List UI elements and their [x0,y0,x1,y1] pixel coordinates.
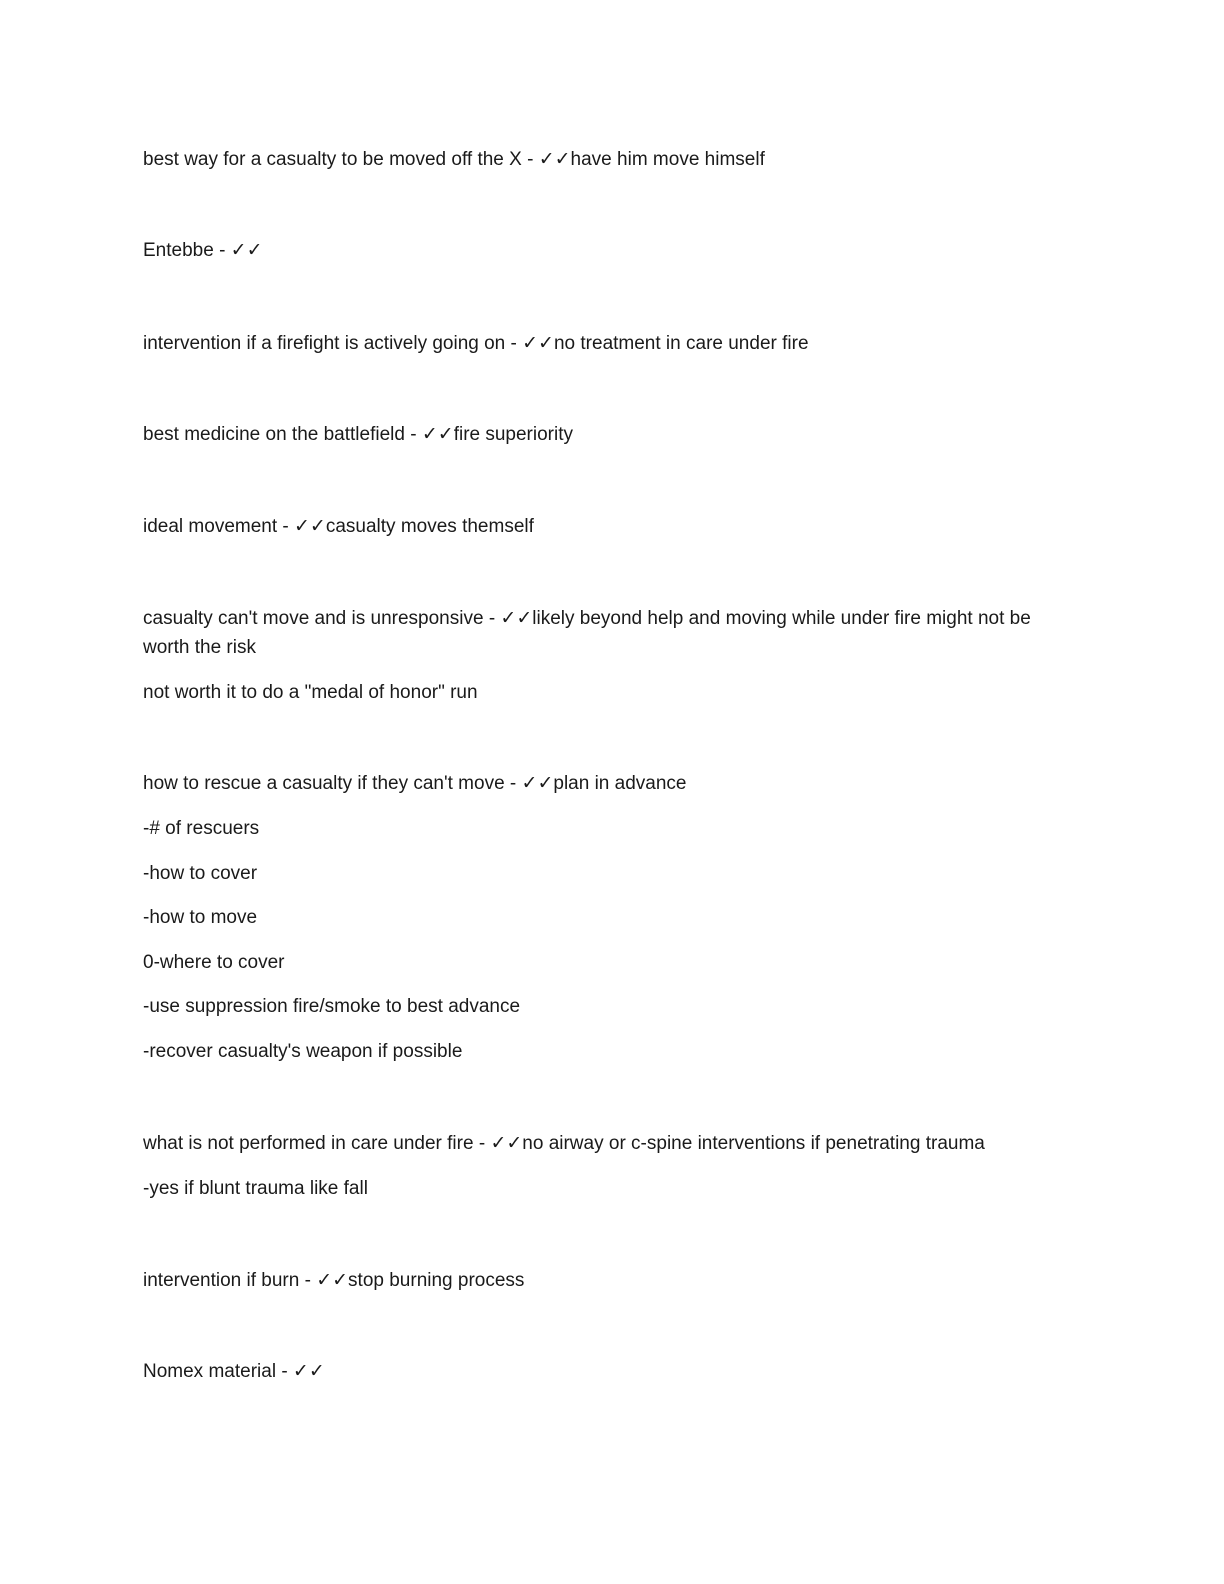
flashcard-line [143,1129,1073,1158]
check-icon: ✓✓ [522,332,554,354]
check-icon: ✓✓ [421,423,454,445]
card-extra-line: not worth it to do a "medal of honor" run [143,682,478,703]
check-icon: ✓✓ [521,772,554,794]
flashcard-line [143,329,1073,358]
card-extra-line: -yes if blunt trauma like fall [143,1178,368,1199]
card-extra-line: -# of rescuers [143,818,260,839]
card-answer: likely beyond help and moving while under fire might not be worth the risk [143,608,1031,658]
check-icon: ✓✓ [230,239,263,261]
card-extra-line: 0-where to cover [143,952,285,973]
card-answer: fire superiority [453,424,574,445]
card-extra-line: -how to move [143,907,258,928]
flashcard-line [143,604,1073,662]
flashcard-line [143,1266,1073,1295]
card-term: best way for a casualty to be moved off the X - [143,149,539,170]
flashcard-line [143,420,1073,449]
check-icon: ✓✓ [490,1132,523,1154]
flashcard-line [143,512,1073,541]
card-answer: casualty moves themself [325,516,534,537]
check-icon: ✓✓ [500,607,533,629]
card-term: best medicine on the battlefield - [143,424,422,445]
card-term: ideal movement - [143,516,295,537]
card-extra-line: -how to cover [143,863,258,884]
check-icon: ✓✓ [294,515,326,537]
card-answer: stop burning process [348,1270,525,1291]
flashcard-line [143,1357,1073,1386]
check-icon: ✓✓ [316,1269,349,1291]
flashcard-line [143,769,1073,798]
card-term: intervention if a firefight is actively going on - [143,333,523,354]
card-extra-line: -recover casualty's weapon if possible [143,1041,463,1062]
flashcard-line [143,236,1073,265]
card-term: Nomex material - [143,1361,293,1382]
card-term: intervention if burn - [143,1270,317,1291]
check-icon: ✓✓ [292,1360,325,1382]
card-extra-line: -use suppression fire/smoke to best advance [143,996,521,1017]
card-term: Entebbe - [143,240,231,261]
card-answer: no airway or c-spine interventions if penetrating trauma [522,1133,985,1154]
card-answer: have him move himself [570,149,765,170]
card-term: what is not performed in care under fire - [143,1133,491,1154]
card-term: how to rescue a casualty if they can't move - [143,773,522,794]
check-icon: ✓✓ [538,148,571,170]
card-answer: plan in advance [553,773,687,794]
card-term: casualty can't move and is unresponsive - [143,608,501,629]
flashcard-line [143,145,1073,174]
card-answer: no treatment in care under fire [553,333,809,354]
